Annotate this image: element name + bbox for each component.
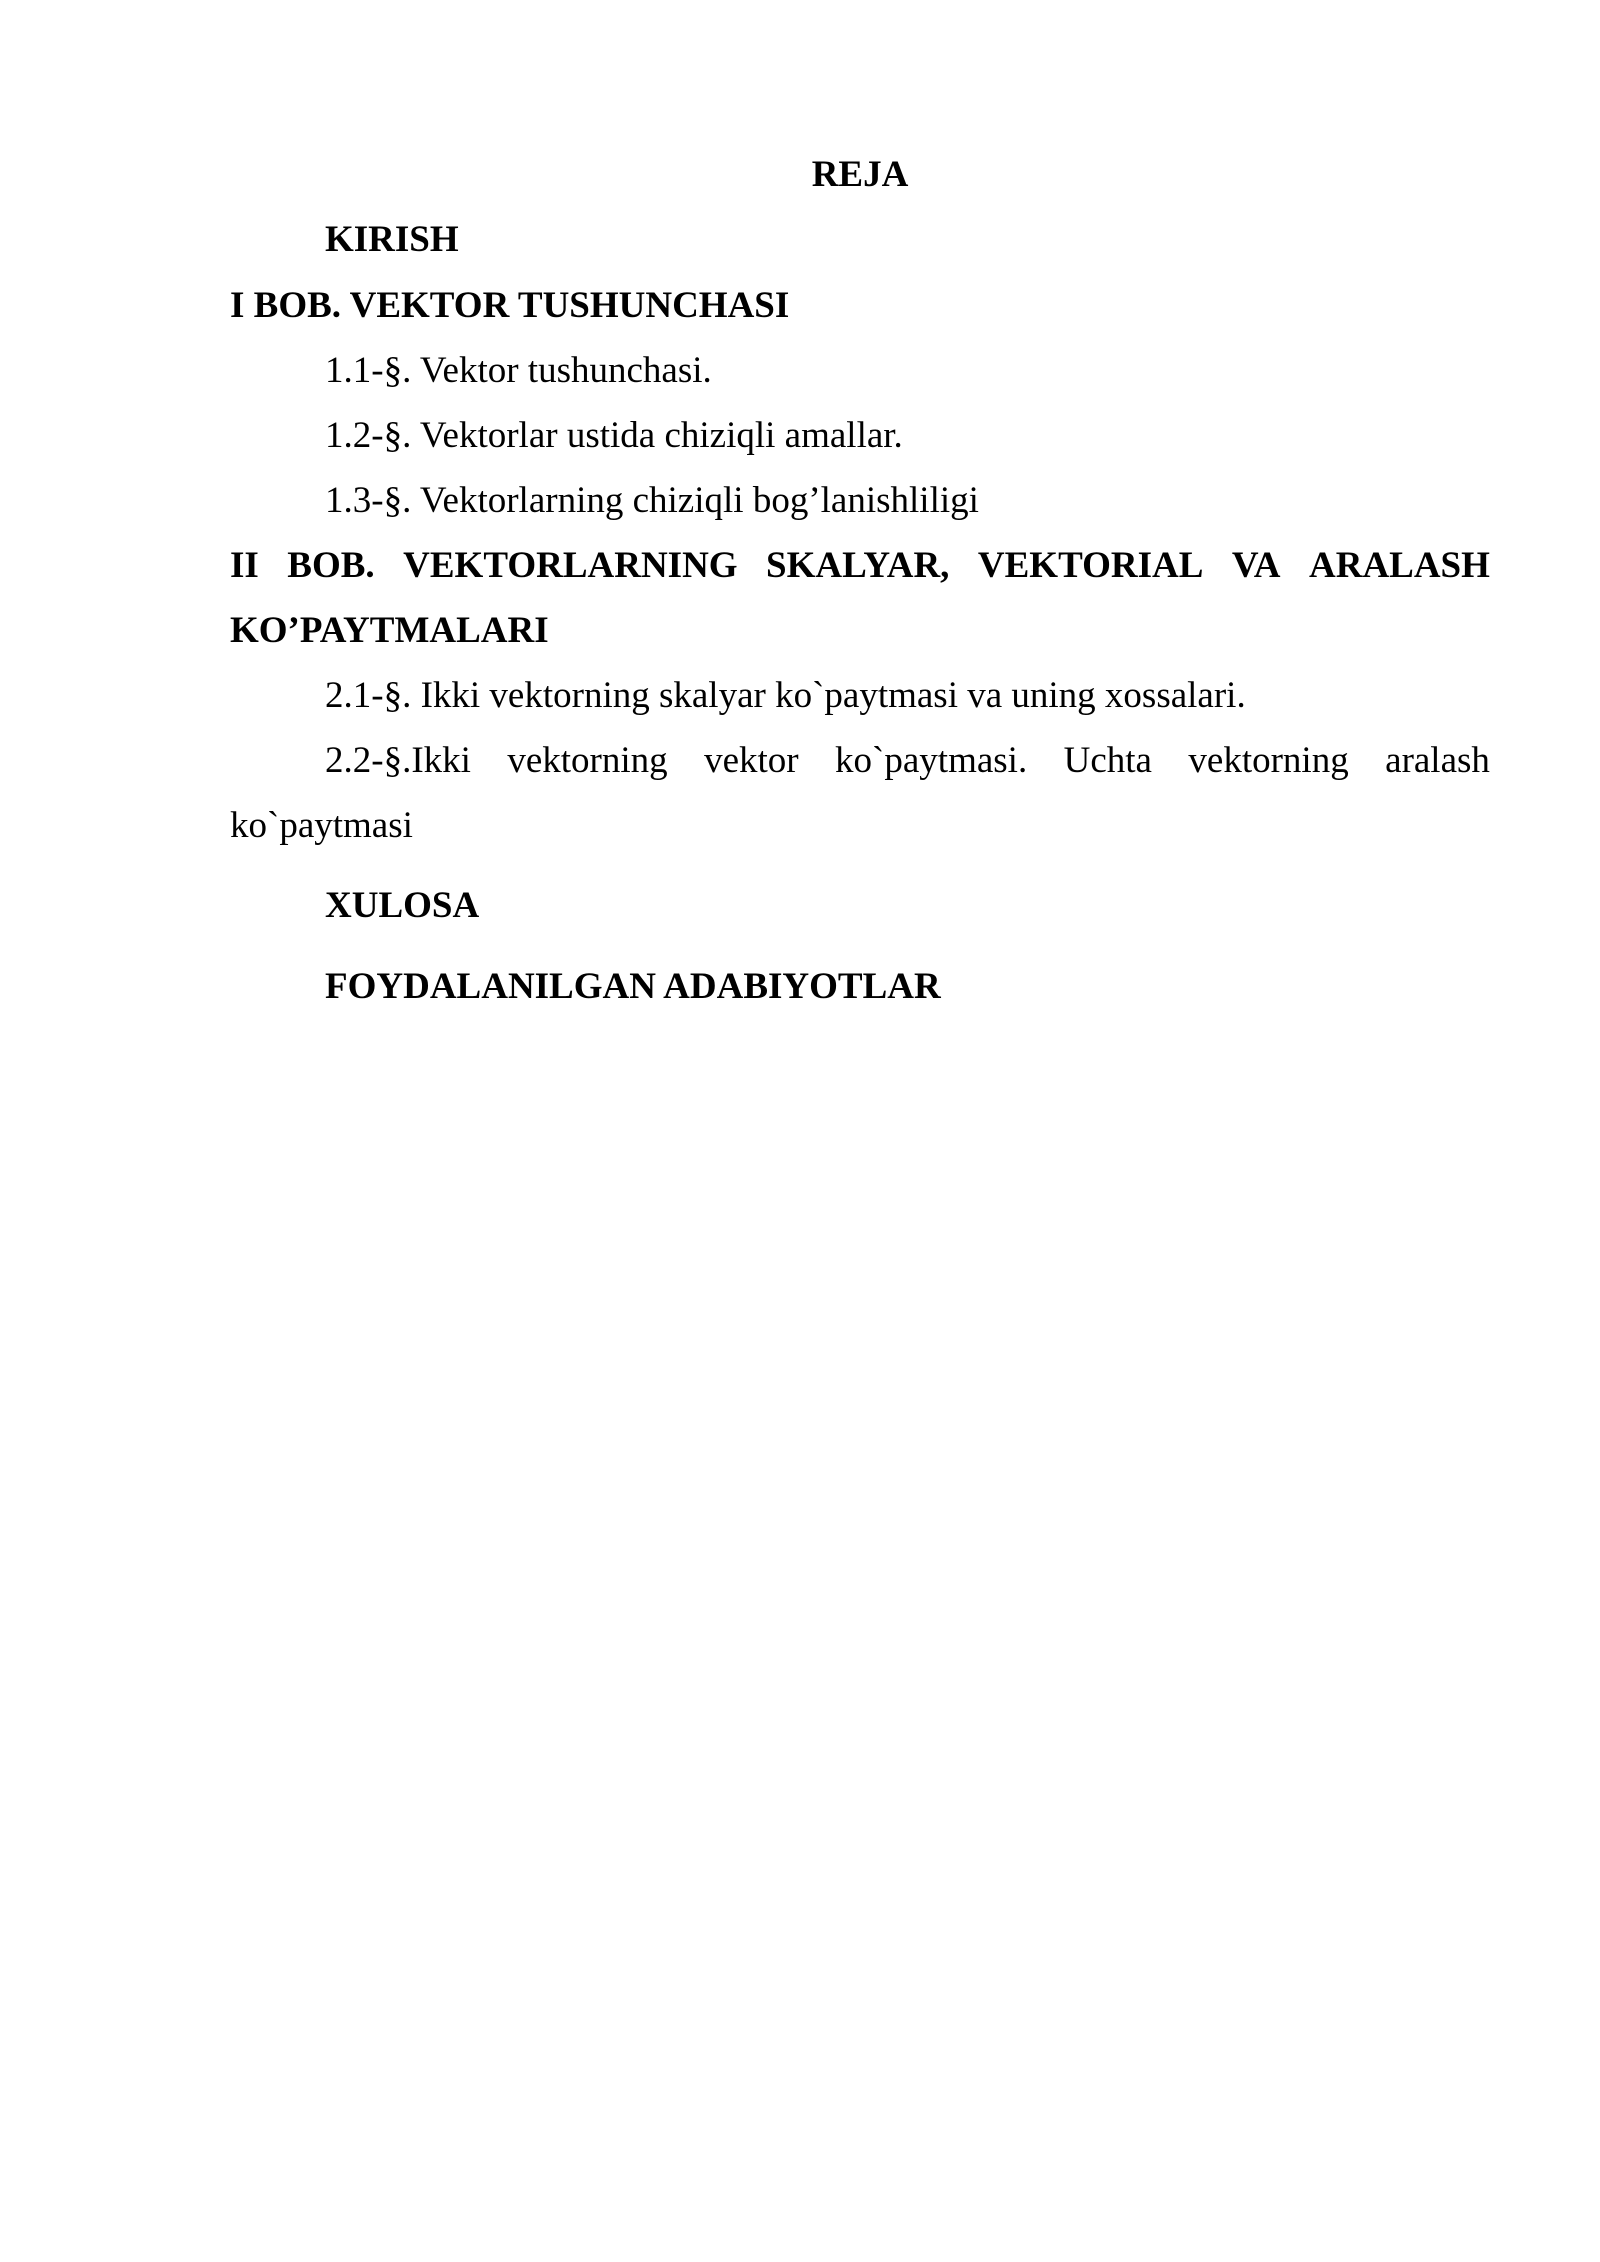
- toc-section-1-3: 1.3-§. Vektorlarning chiziqli bog’lanishliligi: [325, 480, 979, 521]
- heading-word: VEKTORIAL: [977, 545, 1204, 586]
- toc-section-2-2-line2: ko`paytmasi: [230, 805, 413, 846]
- heading-word: II: [230, 545, 259, 586]
- section-word: Uchta: [1063, 740, 1152, 781]
- page-title: REJA: [811, 154, 909, 195]
- toc-section-2-2-line1: [230, 736, 1490, 786]
- toc-chapter2-heading-line1: [230, 541, 1490, 591]
- heading-word: VEKTORLARNING: [403, 545, 738, 586]
- section-word: vektorning: [1188, 740, 1349, 781]
- heading-word: SKALYAR,: [766, 545, 950, 586]
- toc-intro: KIRISH: [325, 219, 459, 260]
- section-word: aralash: [1385, 740, 1490, 781]
- section-word: 2.2-§.Ikki: [325, 740, 471, 781]
- section-word: ko`paytmasi.: [835, 740, 1028, 781]
- toc-section-2-1: 2.1-§. Ikki vektorning skalyar ko`paytmasi va uning xossalari.: [325, 675, 1246, 716]
- heading-word: ARALASH: [1309, 545, 1490, 586]
- toc-section-1-2: 1.2-§. Vektorlar ustida chiziqli amallar.: [325, 415, 903, 456]
- heading-word: VA: [1231, 545, 1281, 586]
- section-word: vektor: [704, 740, 799, 781]
- heading-word: BOB.: [287, 545, 375, 586]
- section-word: vektorning: [507, 740, 668, 781]
- toc-conclusion: XULOSA: [325, 885, 480, 926]
- toc-chapter2-heading-line2: KO’PAYTMALARI: [230, 610, 549, 651]
- toc-chapter1-heading: I BOB. VEKTOR TUSHUNCHASI: [230, 285, 790, 326]
- toc-references: FOYDALANILGAN ADABIYOTLAR: [325, 966, 941, 1007]
- toc-section-1-1: 1.1-§. Vektor tushunchasi.: [325, 350, 712, 391]
